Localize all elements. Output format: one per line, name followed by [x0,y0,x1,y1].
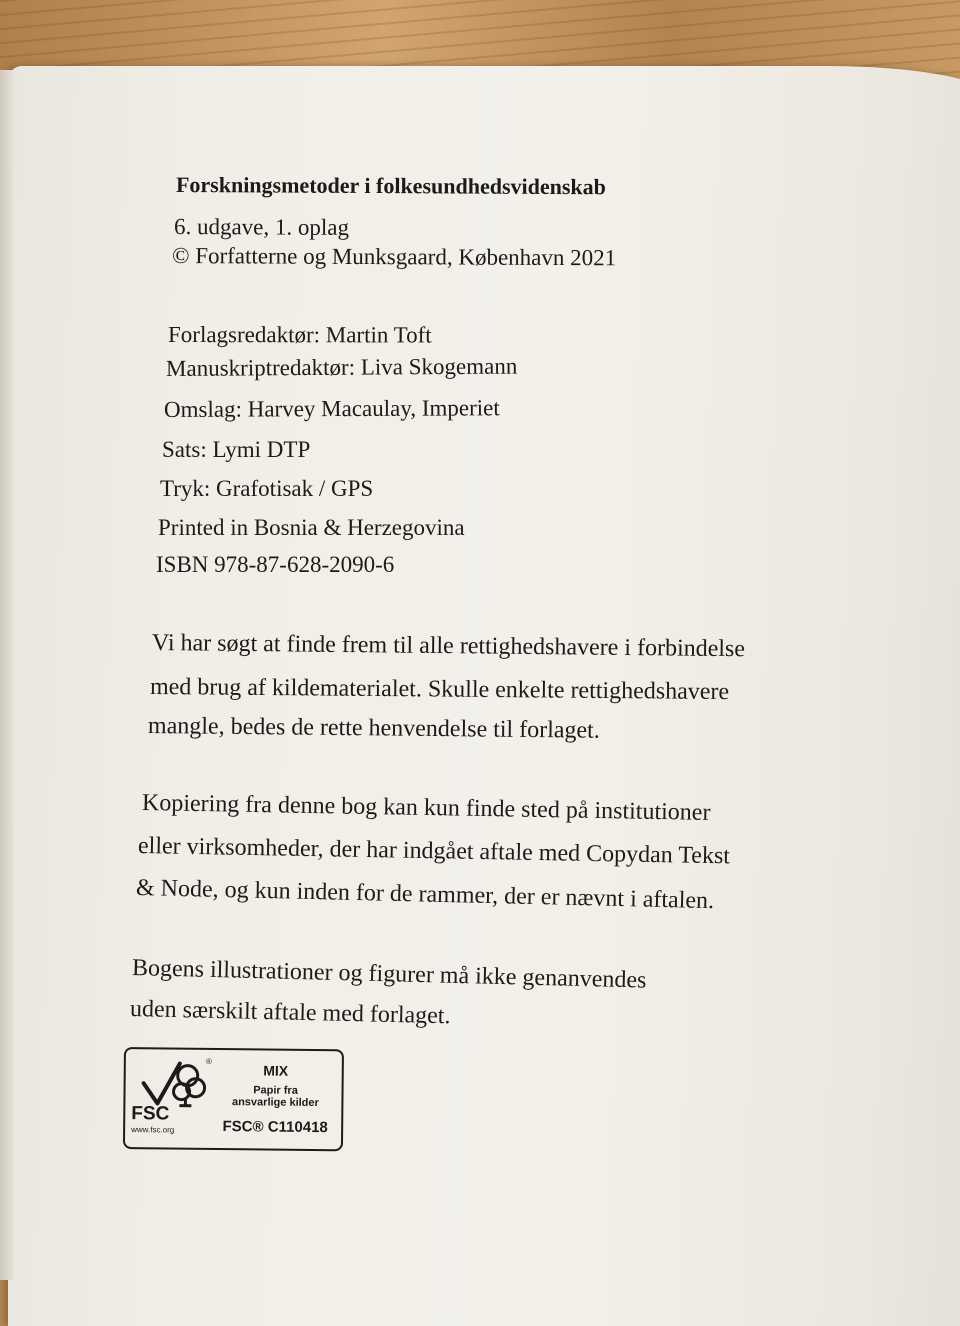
rights-paragraph-line: med brug af kildematerialet. Skulle enkelte rettighedshavere [149,674,730,706]
edition-line: 6. udgave, 1. oplag [173,214,350,240]
copying-paragraph-line: & Node, og kun inden for de rammer, der er nævnt i aftalen. [135,875,715,915]
fsc-label [123,1047,344,1151]
rights-paragraph-line: Vi har søgt at finde frem til alle rettighedshavere i forbindelse [151,630,746,663]
rights-paragraph-line: mangle, bedes de rette henvendelse til forlaget. [147,713,600,744]
book-title: Forskningsmetoder i folkesundhedsvidenskab [175,172,606,200]
registered-mark: ® [205,1056,212,1066]
credit-printing: Tryk: Grafotisak / GPS [160,476,374,501]
credit-manuscript-editor: Manuskriptredaktør: Liva Skogemann [165,353,518,381]
isbn-line: ISBN 978-87-628-2090-6 [156,552,395,577]
fsc-license-code: FSC® C110418 [222,1118,328,1137]
fsc-url-text: www.fsc.org [131,1125,175,1135]
illustrations-paragraph-line: uden særskilt aftale med forlaget. [129,996,451,1030]
fsc-info [213,1056,338,1136]
credit-editor: Forlagsredaktør: Martin Toft [167,322,432,348]
copying-paragraph-line: eller virksomheder, der har indgået aftale med Copydan Tekst [137,833,731,870]
copyright-line: © Forfatterne og Munksgaard, København 2021 [171,243,617,271]
page-edge-shadow [0,70,14,1280]
illustrations-paragraph-line: Bogens illustrationer og figurer må ikke genanvendes [131,955,647,994]
copying-paragraph-line: Kopiering fra denne bog kan kun finde sted på institutioner [141,790,711,826]
fsc-description: Papir fra ansvarlige kilder [231,1084,319,1110]
fsc-brand-text: FSC [131,1103,170,1125]
credit-cover: Omslag: Harvey Macaulay, Imperiet [163,395,500,422]
printed-in-line: Printed in Bosnia & Herzegovina [158,515,465,540]
credit-typesetting: Sats: Lymi DTP [162,437,311,462]
fsc-mix-label: MIX [263,1062,289,1079]
